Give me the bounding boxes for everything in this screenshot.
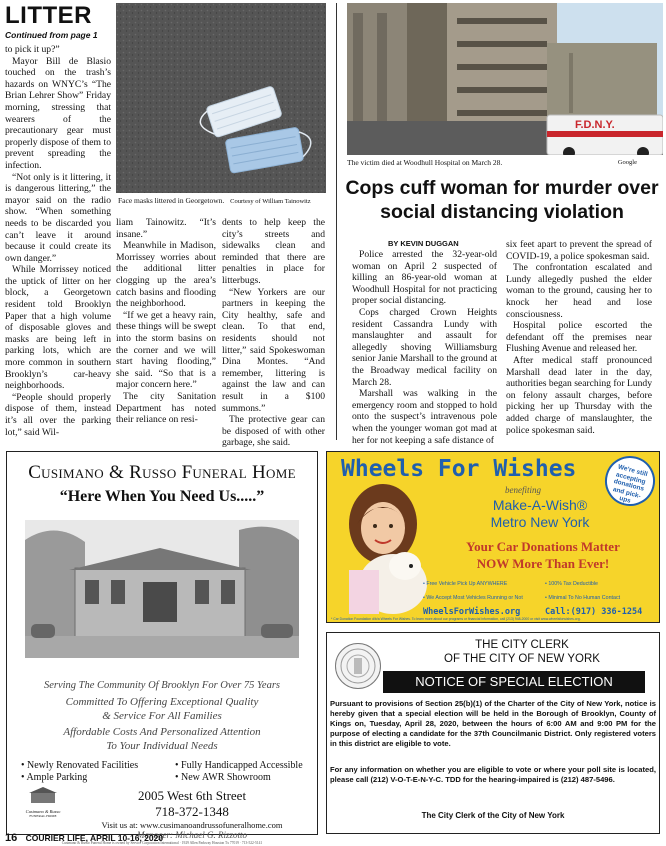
feature-item: • Fully Handicapped Accessible: [175, 760, 303, 771]
litter-paragraph: liam Tainowitz. “It’s insane.”: [116, 217, 216, 240]
cta-line-1: Your Car Donations Matter: [466, 539, 620, 554]
bullet-text: 100% Tax Deductible: [548, 581, 598, 587]
bullet-item: • 100% Tax Deductible: [545, 581, 598, 587]
litter-paragraph: “Not only is it littering, it is dangerous littering,” the mayor said on the radio show. “When something needs to be discarded you can’t leave it around because it could create its own danger.”: [5, 171, 111, 264]
litter-paragraph: The city Sanitation Department has noted their reliance on resi-: [116, 390, 216, 426]
wheels-fine-print: * Car Donation Foundation d/b/a Wheels For Wishes. To learn more about our programs or financial information, call (213) 948-2000 or visit www.wheelsforwishes.org.: [331, 617, 581, 621]
funeral-home-photo: [25, 520, 299, 658]
cops-paragraph: The confrontation escalated and Lundy allegedly pushed the elder woman to the ground, causing her to knock her head and lose consciousness.: [506, 262, 652, 320]
feature-item: • Newly Renovated Facilities: [21, 760, 139, 771]
wheels-title: Wheels For Wishes: [341, 456, 577, 482]
clerk-line-2: OF THE CITY OF NEW YORK: [444, 653, 600, 665]
org-line-2: Metro New York: [490, 514, 590, 530]
wheels-phone[interactable]: Call:(917) 336-1254: [545, 607, 643, 617]
litter-paragraph: “New Yorkers are our partners in keeping the City healthy, safe and clean. To that end, residents should not litter,” said Spokeswoman Dina Montes. “And remember, littering is against the law and can result in a $100 summons.”: [222, 286, 325, 414]
wheels-for-wishes-ad[interactable]: [326, 451, 660, 623]
clerk-line-1: THE CITY CLERK: [475, 639, 569, 651]
quality-line: Committed To Offering Exceptional Quality: [65, 696, 259, 708]
byline: BY KEVIN DUGGAN: [388, 239, 459, 248]
features-left: [21, 760, 138, 784]
feature-text: Ample Parking: [26, 772, 88, 783]
bullet-text: We Accept Most Vehicles Running or Not: [426, 595, 523, 601]
litter-paragraph: “People should properly dispose of them, instead it’s all over the parking lot,” said Wil-: [5, 391, 111, 438]
funeral-website[interactable]: Visit us at: www.cusimanoandrussofuneralhome.com: [101, 820, 283, 830]
litter-headline: LITTER: [5, 2, 92, 29]
cops-column-2: [506, 239, 652, 436]
litter-column-1: [5, 44, 111, 438]
litter-column-2: [116, 217, 216, 426]
badge-text: We're still accepting donations and pick-ups: [612, 463, 649, 505]
photo-credit: Courtesy of William Tainowitz: [230, 198, 311, 205]
feature-text: Fully Handicapped Accessible: [181, 760, 303, 771]
face-masks-photo: [116, 3, 326, 205]
wheels-website[interactable]: WheelsForWishes.org: [423, 607, 521, 617]
funeral-fine-print: Cusimano & Russo Funeral Home is owned by Service Corporation International · 1929 Allen Parkway Houston Tx 77019 · 713-522-5141: [61, 841, 263, 845]
special-election-notice: [326, 632, 660, 834]
photo-credit: Google: [617, 159, 637, 166]
litter-paragraph: to pick it up?”: [5, 44, 60, 55]
woodhull-hospital-photo: [347, 3, 663, 155]
girl-with-puppy-image: [335, 484, 431, 614]
face-masks-illustration: [116, 3, 326, 205]
funeral-home-logo: [21, 786, 65, 816]
caption-text: The victim died at Woodhull Hospital on March 28.: [347, 158, 503, 167]
column-divider: [336, 3, 337, 440]
cta-line-2: NOW More Than Ever!: [476, 556, 610, 571]
cops-column-1: [352, 249, 497, 446]
funeral-tagline: “Here When You Need Us.....”: [59, 488, 265, 505]
funeral-home-name: Cusimano & Russo Funeral Home: [28, 462, 296, 483]
cops-paragraph: six feet apart to prevent the spread of COVID-19, a police spokesman said.: [506, 239, 652, 262]
notice-body: Pursuant to provisions of Section 25(b)(1) of the Charter of the City of New York, notice is hereby given that a special election will be held in the Borough of Brooklyn, County of Kings on, Tuesday, April 28, 2020, between the hours of 6:00 AM and 9:00 PM for the purpose of electing a candidate for the 37th Councilmanic District. Only registered voters in this district are eligible to vote.: [330, 699, 656, 748]
cops-paragraph: Hospital police escorted the defendant off the premises near Flushing Avenue and released her.: [506, 320, 652, 355]
notice-title: NOTICE OF SPECIAL ELECTION: [415, 674, 613, 689]
cops-paragraph: Cops charged Crown Heights resident Cassandra Lundy with manslaughter and assault for allegedly shoving Williamsburg senior Janie Marshall to the ground at the Broadway medical facility on March 28.: [352, 306, 497, 388]
litter-paragraph: Mayor Bill de Blasio touched on the trash’s hazards on WNYC’s “The Brian Lehrer Show” Friday morning, stressing that wearers of the precautionary gear must properly dispose of them to prevent spreading the infection.: [5, 55, 111, 171]
org-line-1: Make-A-Wish®: [492, 497, 588, 513]
litter-paragraph: “If we get a heavy rain, these things will be swept into the storm basins on the corner and we will start having flooding,” she said. “So that is a major concern here.”: [116, 309, 216, 391]
publication-line: COURIER LIFE, APRIL 10-16, 2020: [25, 833, 164, 843]
feature-text: Newly Renovated Facilities: [27, 760, 139, 771]
notice-signature: The City Clerk of the City of New York: [421, 811, 565, 820]
logo-text: Cusimano & Russo: [25, 809, 61, 814]
building-illustration: [25, 520, 299, 658]
page-footer: [5, 832, 163, 844]
funeral-manager: Manager: Michael G. Rizzotto: [137, 830, 247, 840]
needs-line: To Your Individual Needs: [106, 740, 218, 752]
benefiting-label: benefiting: [505, 485, 541, 495]
litter-paragraph: The protective gear can be disposed of with other garbage, she said.: [222, 414, 325, 449]
litter-paragraph: dents to help keep the city’s streets and sidewalks clean and reminded that there are penalties in place for litterbugs.: [222, 217, 325, 286]
hospital-photo-caption: [347, 156, 663, 170]
hospital-illustration: [347, 3, 663, 155]
notice-title-banner: [383, 671, 645, 693]
bullet-text: Minimal To No Human Contact: [548, 595, 621, 601]
girl-puppy-illustration: [335, 484, 431, 614]
wish-badge: [599, 450, 660, 511]
affordable-line: Affordable Costs And Personalized Attention: [63, 726, 261, 738]
cops-paragraph: Marshall was walking in the emergency room and stopped to hold onto the suspect’s intravenous pole when the younger woman got mad at her for not keeping a safe distance of: [352, 388, 497, 446]
service-line: & Service For All Families: [102, 710, 222, 722]
ambulance-marking: F.D.N.Y.: [575, 119, 615, 131]
building-logo-icon: [21, 786, 65, 804]
feature-item: • New AWR Showroom: [175, 772, 271, 783]
serving-line: Serving The Community Of Brooklyn For Over 75 Years: [43, 680, 281, 691]
litter-column-3: [222, 217, 325, 449]
litter-paragraph: Meanwhile in Madison, Morrissey worries about the additional litter clogging up the area’s catch basins and flooding the neighborhood.: [116, 240, 216, 310]
bullet-item: • We Accept Most Vehicles Running or Not: [423, 595, 523, 601]
logo-subtext: FUNERAL HOME: [29, 814, 57, 818]
cops-paragraph: After medical staff pronounced Marshall dead later in the day, authorities began searching for Lundy on felony assault charges, before picking her up Thursday with the added charge of manslaughter, the police spokesman said.: [506, 354, 652, 436]
continued-from-label: Continued from page 1: [5, 30, 98, 40]
page-number: 16: [5, 832, 18, 844]
funeral-phone: 718-372-1348: [155, 804, 229, 819]
caption-text: Face masks littered in Georgetown.: [118, 196, 225, 205]
mask-photo-caption: [116, 193, 326, 208]
feature-text: New AWR Showroom: [181, 772, 271, 783]
city-seal-icon: [335, 643, 381, 689]
cops-paragraph: Police arrested the 32-year-old woman on April 2 suspected of killing an 86-year-old woman at Woodhull Hospital for not practicing proper social distancing.: [352, 249, 497, 307]
cops-headline: Cops cuff woman for murder over social distancing violation: [345, 177, 659, 223]
bullet-text: Free Vehicle Pick Up ANYWHERE: [426, 581, 508, 587]
notice-info: For any information on whether you are eligible to vote or where your poll site is located, please call (212) V-O-T-E-N-Y-C. TDD for the hearing-impaired is (212) 487-5496.: [330, 765, 656, 784]
litter-paragraph: While Morrissey noticed the uptick of litter on her block, a Georgetown resident told Brooklyn Paper that a high volume of disposable gloves and masks are being left in parking lots, which are more common in southern Brooklyn’s car-heavy neighborhoods.: [5, 264, 111, 392]
bullet-item: • Minimal To No Human Contact: [545, 595, 621, 601]
seal-graphic: [336, 644, 380, 688]
features-right: [175, 760, 303, 784]
feature-item: • Ample Parking: [21, 772, 88, 783]
funeral-address: 2005 West 6th Street: [137, 788, 247, 803]
bullet-item: • Free Vehicle Pick Up ANYWHERE: [423, 581, 508, 587]
